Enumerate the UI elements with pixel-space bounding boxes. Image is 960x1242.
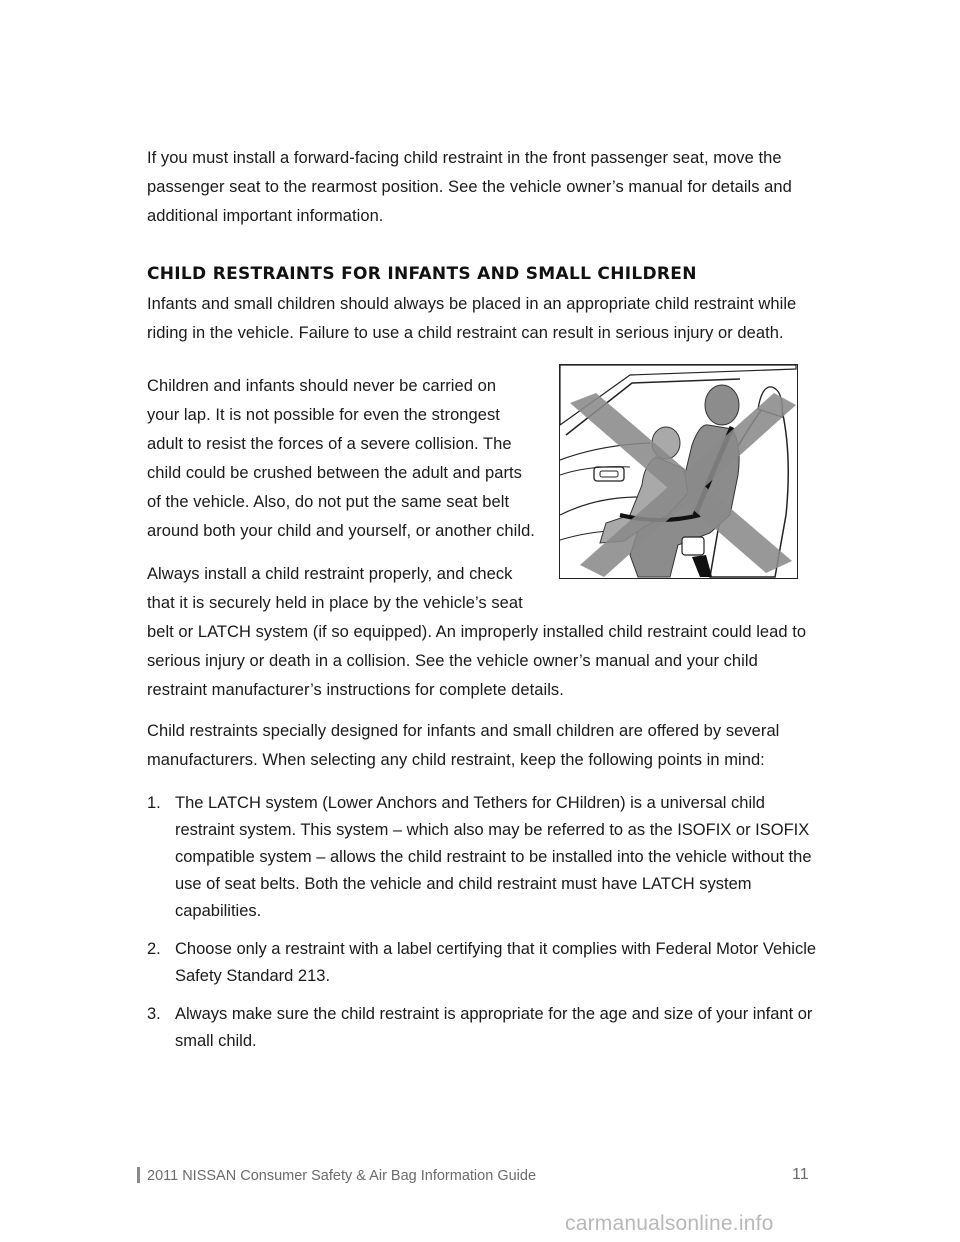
intro-paragraph (147, 144, 792, 231)
selection-paragraph (147, 717, 779, 775)
section-heading: CHILD RESTRAINTS FOR INFANTS AND SMALL CHILDREN (147, 264, 697, 284)
paragraph-line: Infants and small children should always be placed in an appropriate child restraint while (147, 295, 797, 313)
page-number: 11 (792, 1166, 809, 1183)
paragraph-line: your lap. It is not possible for even the strongest (147, 406, 500, 424)
install-paragraph (147, 560, 837, 705)
list-item (147, 936, 827, 990)
paragraph-line: Children and infants should never be carried on (147, 377, 497, 395)
paragraph-line: of the vehicle. Also, do not put the same seat belt (147, 493, 510, 511)
paragraph-line: Child restraints specially designed for infants and small children are offered by several (147, 722, 780, 740)
paragraph-line: manufacturers. When selecting any child restraint, keep the following points in mind: (147, 751, 765, 769)
lap-warning-paragraph (147, 372, 535, 546)
selection-points-list (147, 790, 827, 1066)
intro-line: If you must install a forward-facing child restraint in the front passenger seat, move the (147, 149, 782, 167)
list-item-text: The LATCH system (Lower Anchors and Tethers for CHildren) is a universal child restraint system. This system – which also may be referred to as the ISOFIX or ISOFIX compatible system – allows the child restraint to be installed into the vehicle without the use of seat belts. Both the vehicle and child restraint must have LATCH system capabilities. (175, 794, 812, 920)
list-item-number: 2. (147, 940, 161, 958)
list-item-number: 3. (147, 1005, 161, 1023)
intro-line: passenger seat to the rearmost position. See the vehicle owner’s manual for details and (147, 178, 792, 196)
paragraph-line: riding in the vehicle. Failure to use a child restraint can result in serious injury or death. (147, 324, 784, 342)
footer-divider (137, 1167, 140, 1183)
door-handle-shape (594, 467, 624, 481)
watermark: carmanualsonline.info (565, 1212, 774, 1235)
paragraph-line: belt or LATCH system (if so equipped). An improperly installed child restraint could lead to (147, 623, 807, 641)
paragraph-line: around both your child and yourself, or another child. (147, 522, 535, 540)
list-item-number: 1. (147, 794, 161, 812)
paragraph-line: adult to resist the forces of a severe collision. The (147, 435, 512, 453)
lap-carry-warning-illustration (559, 364, 798, 579)
intro-line: additional important information. (147, 207, 384, 225)
infants-paragraph (147, 290, 796, 348)
list-item (147, 1001, 827, 1055)
paragraph-line: that it is securely held in place by the vehicle’s seat (147, 594, 523, 612)
paragraph-line: serious injury or death in a collision. See the vehicle owner’s manual and your child (147, 652, 758, 670)
paragraph-line: restraint manufacturer’s instructions for complete details. (147, 681, 564, 699)
list-item-text: Choose only a restraint with a label certifying that it complies with Federal Motor Vehicle Safety Standard 213. (175, 940, 817, 985)
paragraph-line: child could be crushed between the adult and parts (147, 464, 522, 482)
buckle-shape (682, 537, 704, 555)
list-item (147, 790, 827, 925)
list-item-text: Always make sure the child restraint is appropriate for the age and size of your infant or small child. (175, 1005, 813, 1050)
footer-title: 2011 NISSAN Consumer Safety & Air Bag Information Guide (147, 1168, 537, 1184)
paragraph-line: Always install a child restraint properly, and check (147, 565, 513, 583)
